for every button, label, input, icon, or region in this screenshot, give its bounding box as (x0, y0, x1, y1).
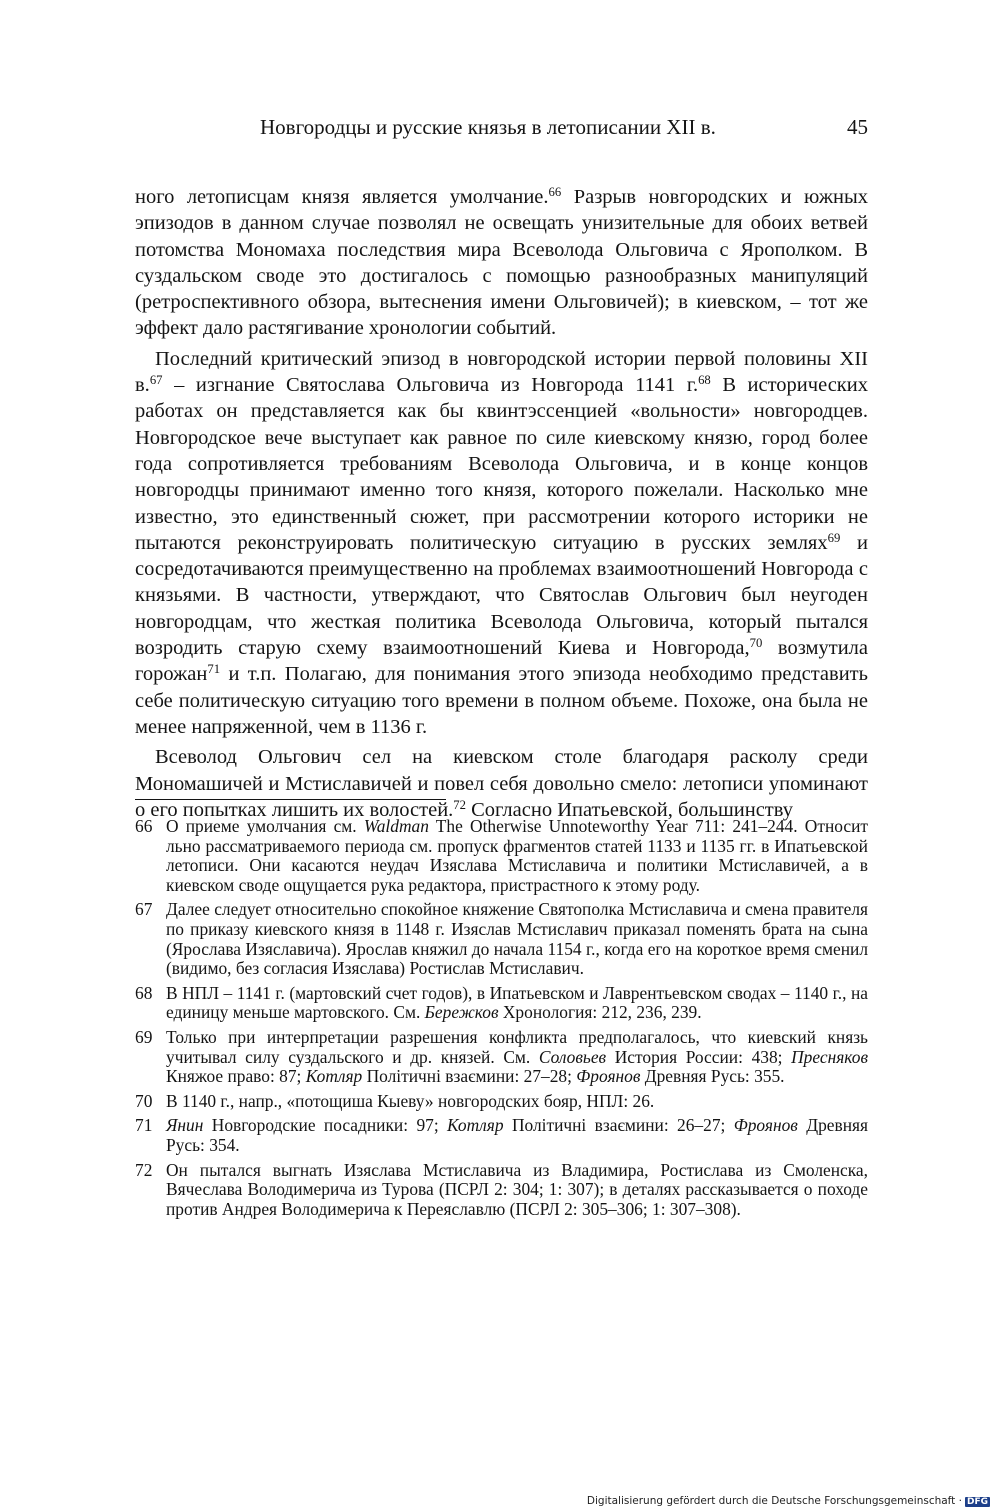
author-name: Waldman (363, 816, 429, 836)
author-name: Соловьев (538, 1046, 607, 1067)
text-run: Політичні взаємини: 27–28; (362, 1066, 577, 1087)
text-run: Он пытался выгнать Изяслава Мстиславича из Владимира, Ростислава из Смоленска, Вячеслава Володимерича из Турова (ПСРЛ 2: 304; 1: 307); в деталях рассказывается о походе против Андрея Володимерича к Переяславлю (ПСРЛ 2: 305–306; 1: 307–308). (166, 1159, 868, 1219)
page-number: 45 (847, 115, 868, 139)
author-name: Янин (166, 1115, 204, 1136)
footnote (135, 1028, 868, 1087)
text-run: Согласно Ипатьевской, большинству (466, 798, 793, 821)
footnote-ref: 68 (698, 373, 711, 388)
footnote (135, 1116, 868, 1155)
text-run: The Otherwise Unnoteworthy Year 711: 241–244. Относит льно рассматриваемого периода см. пропуск фрагментов статей 1133 и 1135 гг. в Ипатьевской летописи. Они касаются неудач Изяслава Мстиславича и политики Мстиславичей, а в киевском своде ощущается рука редактора, пристрастного к этому роду. (166, 816, 869, 895)
footnote-ref: 66 (548, 185, 562, 200)
footnote (135, 900, 868, 978)
author-name: Котляр (447, 1115, 504, 1136)
footnote (135, 1161, 868, 1220)
body-paragraph (135, 346, 868, 740)
text-run: Последний критический эпизод в новгородской истории первой половины XII в. (135, 347, 868, 397)
body-text (135, 184, 868, 823)
footnote-number: 69 (135, 1026, 153, 1047)
text-run: Древняя Русь: 355. (640, 1066, 785, 1087)
text-run: Только при интерпретации разрешения конфликта предполагалось, что киевский князь учитывал силу суздальского и др. князей. См. (166, 1026, 868, 1067)
text-run: Княжое право: 87; (166, 1066, 306, 1087)
footnote-number: 71 (135, 1115, 153, 1136)
footnote-separator (135, 799, 446, 800)
footnote-number: 66 (135, 816, 153, 836)
credit-text: Digitalisierung gefördert durch die Deutsche Forschungsgemeinschaft · (586, 1495, 962, 1507)
text-run: В исторических работах он представляется как бы квинтэссенцией «вольности» новгородцев. Новгородское вече выступает как равное по силе киевскому князю, город более года сопротивляется требованиям Всеволода Ольговича, и в конце концов новгородцы принимают именно того князя, которого пожелали. Насколько мне известно, это единственный сюжет, при рассмотрении которого историки не пытаются реконструировать политическую ситуацию в русских землях (135, 374, 868, 554)
footnote-ref: 69 (827, 530, 841, 545)
author-name: Котляр (305, 1066, 363, 1087)
footnote-number: 68 (135, 982, 153, 1003)
text-run: и т.п. Полагаю, для понимания этого эпизода необходимо представить себе политическую ситуацию того времени в полном объеме. Похоже, она была не менее напряженной, чем в 1136 г. (135, 663, 868, 738)
body-paragraph (135, 184, 868, 342)
author-name: Бережков (424, 1002, 499, 1023)
text-run: О приеме умолчания см. (166, 816, 364, 836)
footnote-ref: 67 (149, 373, 163, 388)
text-run: возмутила горожан (135, 637, 869, 686)
author-name: Фроянов (576, 1066, 641, 1087)
text-run: В НПЛ – 1141 г. (мартовский счет годов), в Ипатьевском и Лаврентьевском сводах – 1140 г., на единицу меньше мартовского. См. (166, 982, 868, 1023)
footnote-ref: 71 (207, 662, 221, 677)
footnote (135, 817, 868, 895)
footnote-number: 72 (135, 1159, 153, 1180)
running-title: Новгородцы и русские князья в летописании XII в. (260, 115, 716, 139)
text-run: Разрыв новгородских и южных эпизодов в данном случае позволял не освещать унизительные для обоих ветвей потомства Мономаха последствия мира Всеволода Ольговича с Ярополком. В суздальском своде это достигалось с помощью разнообразных манипуляций (ретроспективного обзора, вытеснения имени Ольговичей); в киевском, – тот же эффект дало растягивание хронологии событий. (135, 186, 868, 340)
footnote-number: 70 (135, 1090, 153, 1111)
body-paragraph (135, 744, 868, 823)
text-run: Далее следует относительно спокойное княжение Святополка Мстиславича и смена правителя по приказу киевского князя в 1148 г. Изяслав Мстиславич приказал поменять брата на сына (Ярослава Изяславича). Ярослав княжил до начала 1154 г., когда его на короткое время сменил (видимо, без согласия Изяслава) Ростислав Мстиславич. (166, 899, 868, 979)
text-run: Всеволод Ольгович сел на киевском столе благодаря расколу среди Мономашичей и Мстиславичей и повел себя довольно смело: летописи упоминают о его попытках лишить их волостей. (135, 746, 868, 821)
text-run: Політичні взаємини: 26–27; (503, 1115, 734, 1136)
footnote (135, 984, 868, 1023)
text-run: и сосредотачиваются преимущественно на проблемах взаимоотношений Новгорода с князьями. В частности, утверждают, что Святослав Ольгович был неугоден новгородцам, что жесткая политика Всеволода Ольговича, который пытался возродить старую схему взаимоотношений Киева и Новгорода, (135, 531, 868, 660)
text-run: – изгнание Святослава Ольговича из Новгорода 1141 г. (162, 374, 699, 397)
footnotes (135, 817, 868, 1224)
footnote-ref: 72 (453, 797, 466, 812)
digitization-credit (587, 1495, 990, 1507)
author-name: Фроянов (733, 1115, 798, 1136)
author-name: Пресняков (791, 1046, 868, 1067)
text-run: Хронология: 212, 236, 239. (498, 1002, 702, 1023)
dfg-logo: DFG (966, 1497, 988, 1507)
footnote (135, 1092, 868, 1112)
text-run: Новгородские посадники: 97; (203, 1115, 448, 1136)
footnote-number: 67 (135, 899, 153, 920)
text-run: В 1140 г., напр., «потощиша Кыеву» новгородских бояр, НПЛ: 26. (166, 1090, 655, 1111)
text-run: ного летописцам князя является умолчание. (135, 186, 549, 208)
footnote-ref: 70 (749, 636, 763, 651)
text-run: Древняя Русь: 354. (166, 1115, 869, 1155)
text-run: История России: 438; (606, 1046, 792, 1067)
